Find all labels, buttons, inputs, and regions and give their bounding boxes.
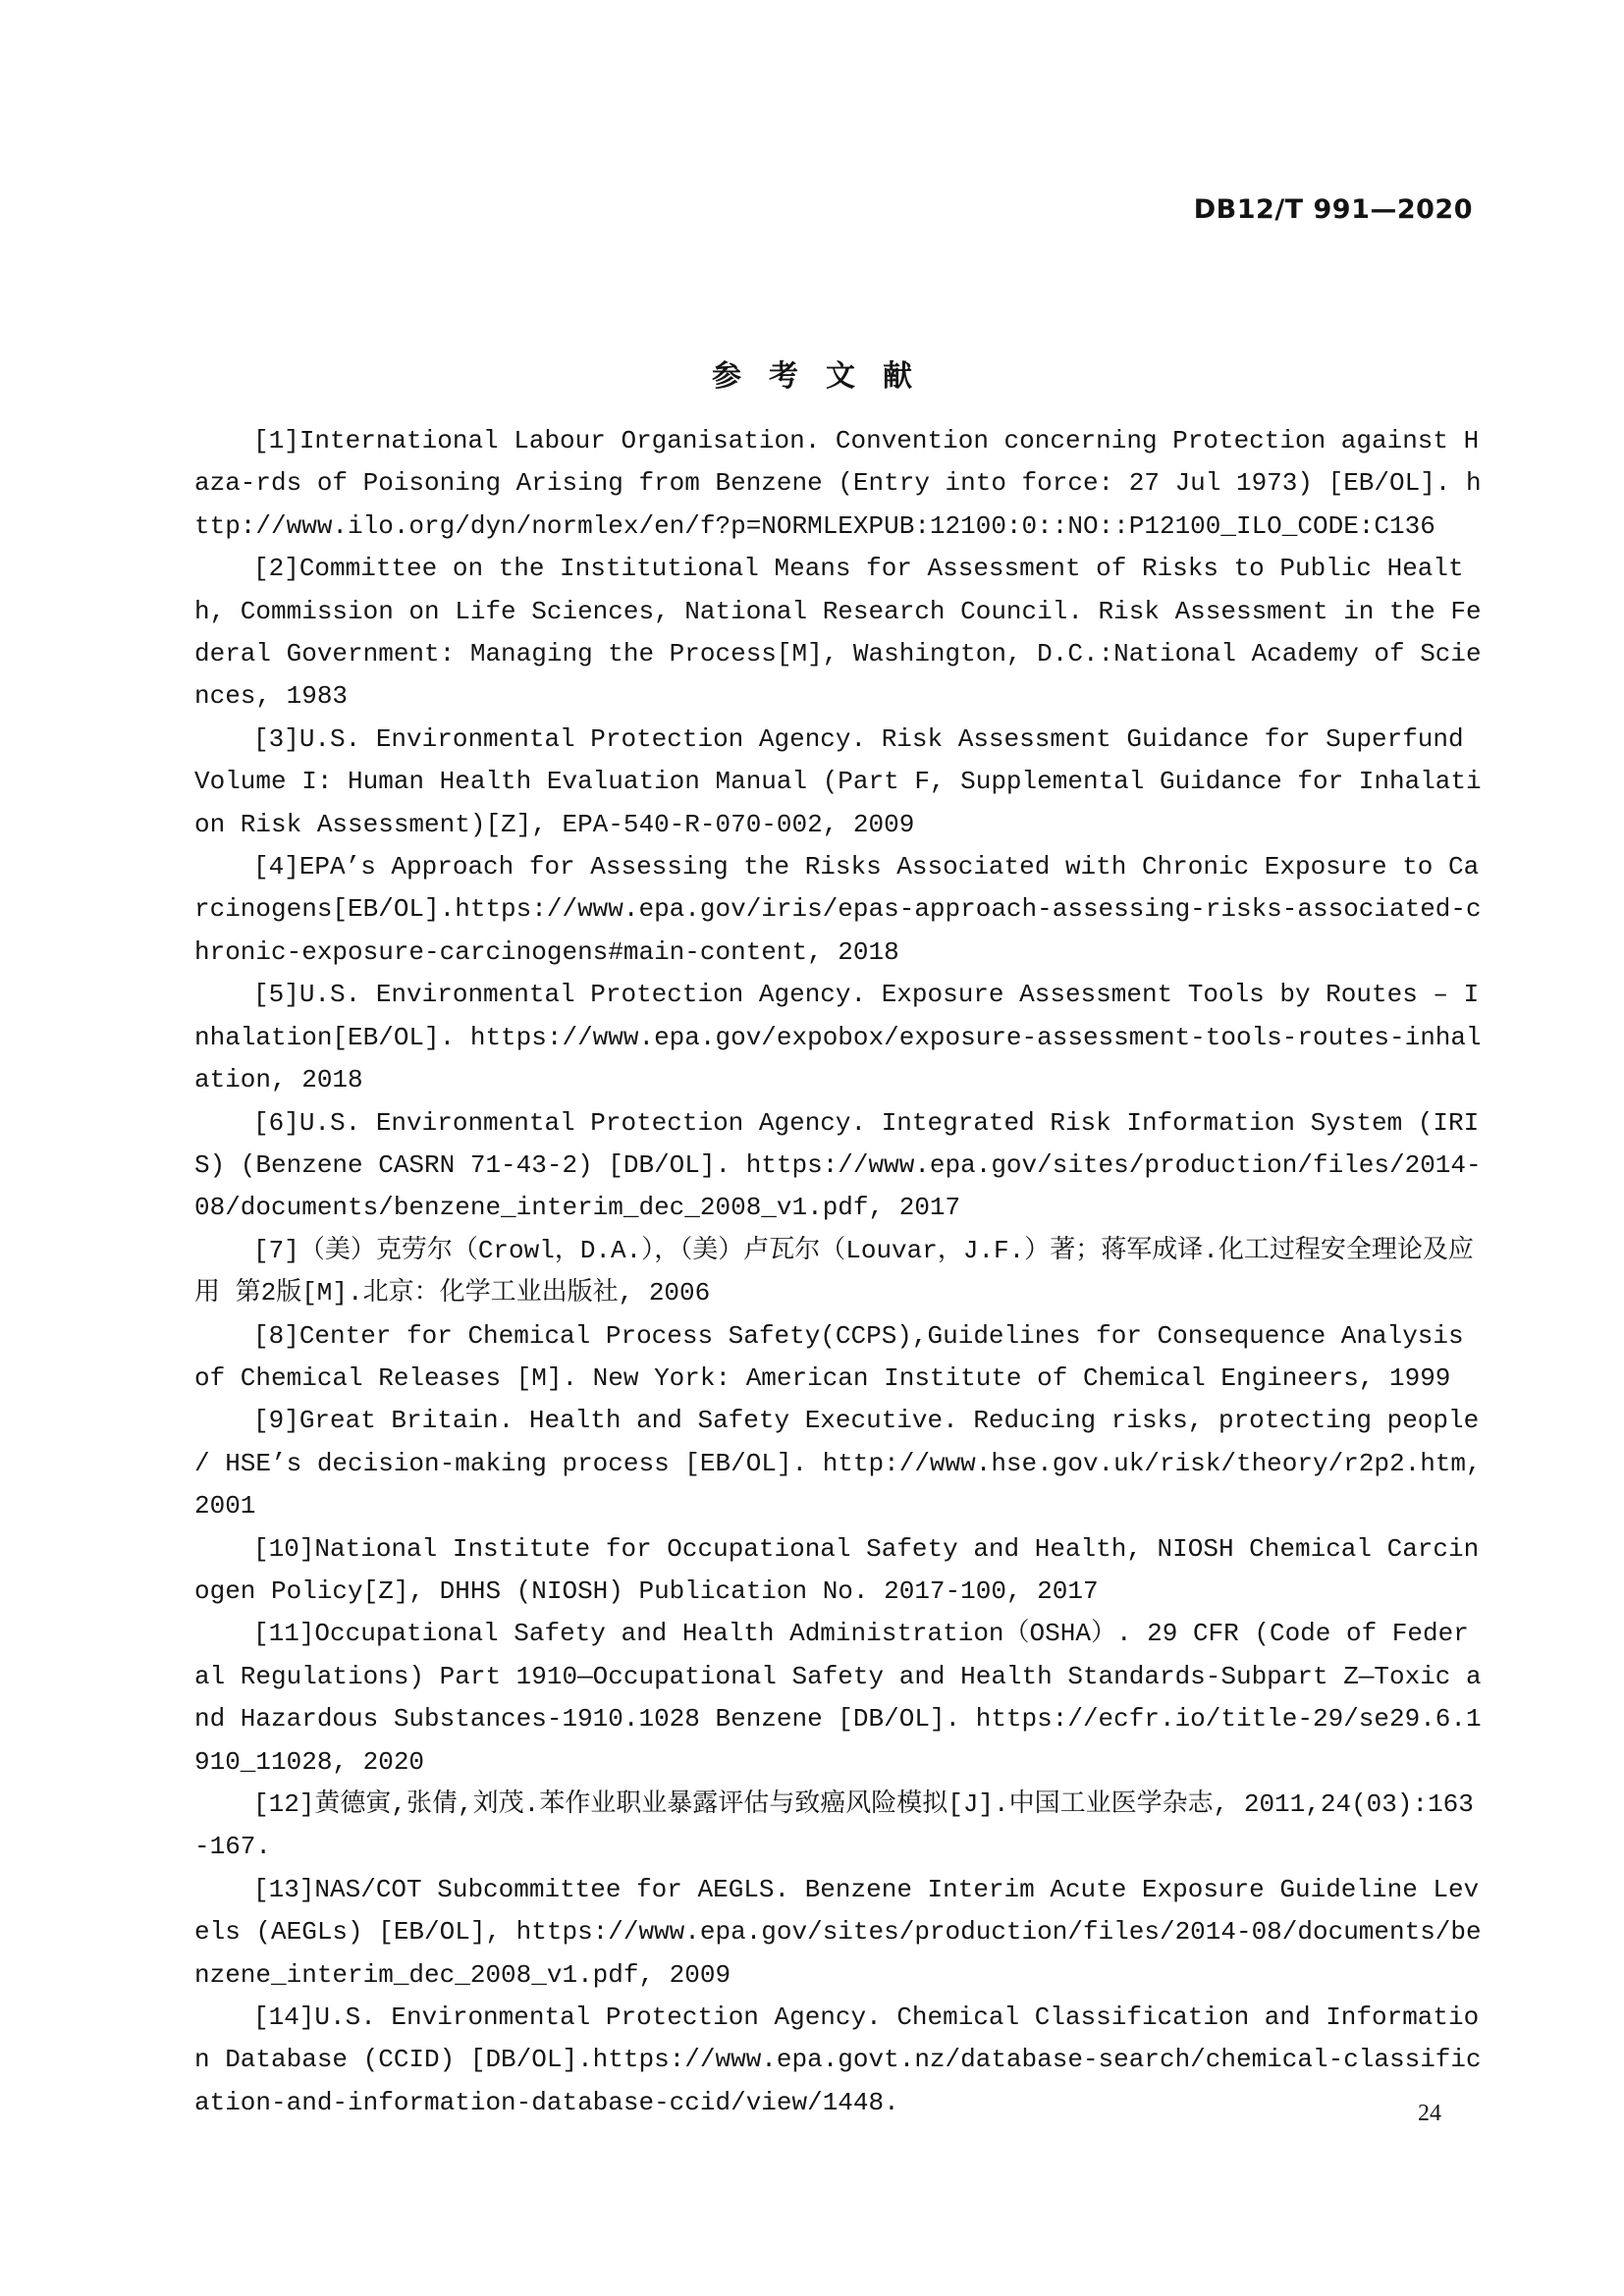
reference-label: [10] xyxy=(253,1533,315,1564)
reference-item xyxy=(194,1528,1483,1614)
standard-code: DB12/T 991—2020 xyxy=(1193,194,1473,225)
reference-label: [14] xyxy=(253,2002,315,2033)
page-number: 24 xyxy=(1418,2101,1441,2126)
reference-label: [4] xyxy=(253,852,299,882)
reference-item xyxy=(194,1400,1483,1527)
reference-item xyxy=(194,846,1483,974)
reference-label: [12] xyxy=(253,1789,315,1819)
reference-item xyxy=(194,548,1483,719)
reference-item xyxy=(194,1102,1483,1230)
reference-label: [8] xyxy=(253,1320,299,1351)
reference-item xyxy=(194,1230,1483,1315)
reference-text: International Labour Organisation. Convention concerning Protection against Haza-rds of Poisoning Arising from Benzene (Entry into force: 27 Jul 1973) [EB/OL]. http://www.ilo.org/dyn/normlex/en/f?p=NORMLEXPUB:12100:0::NO::P12100_ILO_CODE:C136 xyxy=(194,426,1482,541)
page-title: 参考文献 xyxy=(712,359,940,394)
reference-text: Great Britain. Health and Safety Executive. Reducing risks, protecting people / HSE’s decision-making process [EB/OL]. http://www.hse.gov.uk/risk/theory/r2p2.htm, 2001 xyxy=(194,1406,1482,1522)
reference-list xyxy=(194,420,1483,2124)
reference-text: Committee on the Institutional Means for Assessment of Risks to Public Health, Commission on Life Sciences, National Research Council. Risk Assessment in the Federal Government: Managing the Process[M], Washington, D.C.:National Academy of Sciences, 1983 xyxy=(194,554,1482,712)
reference-text: Occupational Safety and Health Administration（OSHA）. 29 CFR (Code of Federal Regulations) Part 1910—Occupational Safety and Health Standards-Subpart Z—Toxic and Hazardous Substances-1910.1028 Benzene [DB/OL]. https://ecfr.io/title-29/se29.6.1910_11028, 2020 xyxy=(194,1619,1482,1777)
reference-item xyxy=(194,1784,1483,1869)
reference-label: [7] xyxy=(253,1235,299,1265)
reference-item xyxy=(194,1613,1483,1784)
reference-text: U.S. Environmental Protection Agency. Integrated Risk Information System (IRIS) (Benzene CASRN 71-43-2) [DB/OL]. https://www.epa.gov/sites/production/files/2014-08/documents/benzene_interim_dec_2008_v1.pdf, 2017 xyxy=(194,1107,1482,1223)
reference-item xyxy=(194,1997,1483,2124)
reference-text: （美）克劳尔（Crowl，D.A.），（美）卢瓦尔（Louvar，J.F.）著；蒋军成译.化工过程安全理论及应用 第2版[M].北京：化学工业出版社, 2006 xyxy=(194,1235,1474,1308)
reference-item xyxy=(194,719,1483,846)
reference-label: [5] xyxy=(253,980,299,1010)
reference-text: 黄德寅,张倩,刘茂.苯作业职业暴露评估与致癌风险模拟[J].中国工业医学杂志, 2011,24(03):163-167. xyxy=(194,1789,1474,1862)
reference-label: [2] xyxy=(253,554,299,584)
reference-label: [9] xyxy=(253,1406,299,1436)
reference-item xyxy=(194,420,1483,548)
reference-text: EPA’s Approach for Assessing the Risks Associated with Chronic Exposure to Carcinogens[EB/OL].https://www.epa.gov/iris/epas-approach-assessing-risks-associated-chronic-exposure-carcinogens#main-content, 2018 xyxy=(194,852,1482,967)
reference-label: [6] xyxy=(253,1107,299,1138)
reference-text: National Institute for Occupational Safety and Health, NIOSH Chemical Carcinogen Policy[Z], DHHS (NIOSH) Publication No. 2017-100, 2017 xyxy=(194,1533,1480,1606)
reference-label: [1] xyxy=(253,426,299,455)
reference-label: [3] xyxy=(253,723,299,754)
reference-text: U.S. Environmental Protection Agency. Exposure Assessment Tools by Routes – Inhalation[EB/OL]. https://www.epa.gov/expobox/exposure-assessment-tools-routes-inhalation, 2018 xyxy=(194,980,1482,1095)
reference-item xyxy=(194,974,1483,1101)
reference-label: [13] xyxy=(253,1874,315,1904)
reference-text: Center for Chemical Process Safety(CCPS),Guidelines for Consequence Analysis of Chemical Releases [M]. New York: American Institute of Chemical Engineers, 1999 xyxy=(194,1320,1464,1393)
reference-text: U.S. Environmental Protection Agency. Chemical Classification and Information Database (CCID) [DB/OL].https://www.epa.govt.nz/database-search/chemical-classification-and-information-database-ccid/view/1448. xyxy=(194,2002,1482,2117)
reference-item xyxy=(194,1869,1483,1997)
reference-item xyxy=(194,1315,1483,1401)
reference-text: NAS/COT Subcommittee for AEGLS. Benzene Interim Acute Exposure Guideline Levels (AEGLs) [EB/OL], https://www.epa.gov/sites/production/files/2014-08/documents/benzene_interim_dec_2008_v1.pdf, 2009 xyxy=(194,1874,1482,1990)
reference-text: U.S. Environmental Protection Agency. Risk Assessment Guidance for Superfund Volume I: Human Health Evaluation Manual (Part F, Supplemental Guidance for Inhalation Risk Assessment)[Z], EPA-540-R-070-002, 2009 xyxy=(194,723,1482,839)
reference-label: [11] xyxy=(253,1619,315,1649)
